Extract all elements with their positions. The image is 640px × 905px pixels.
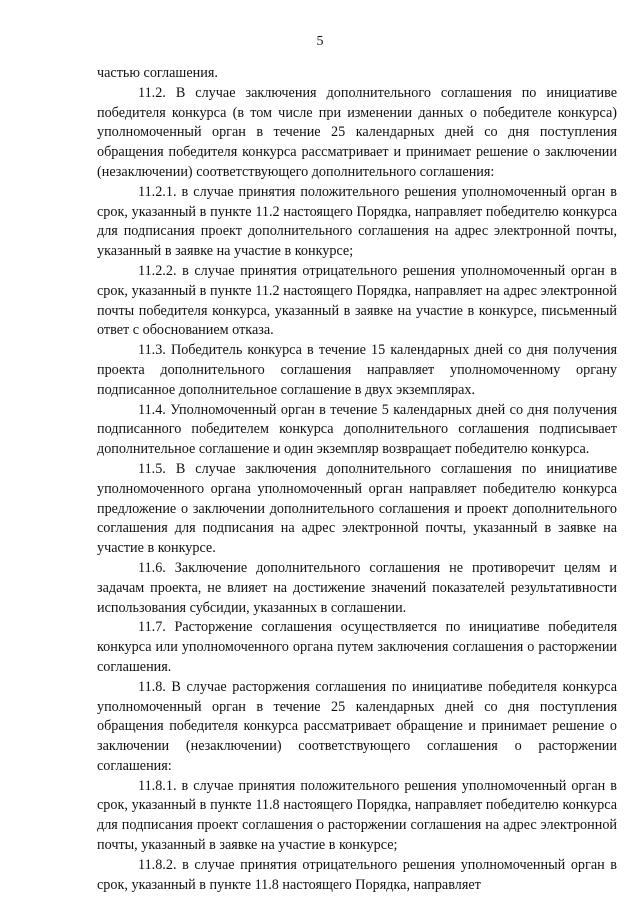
paragraph-11-8-1: 11.8.1. в случае принятия положительного решения уполномоченный орган в срок, указанный в пункте 11.8 настоящего Порядка, направляет победителю конкурса для подписания проект соглашения о расторжении соглашения на адрес электронной почты, указанный в заявке на участие в конкурсе; [97,777,617,854]
paragraph-11-8: 11.8. В случае расторжения соглашения по инициативе победителя конкурса уполномоченный орган в течение 25 календарных дней со дня поступления обращения победителя конкурса рассматривает обращение и принимает решение о заключении (незаключении) соответствующего соглашения о расторжении соглашения: [97,678,617,774]
paragraph-11-6: 11.6. Заключение дополнительного соглашения не противоречит целям и задачам проекта, не влияет на достижение значений показателей результативности использования субсидии, указанных в соглашении. [97,559,617,616]
paragraph-11-7: 11.7. Расторжение соглашения осуществляется по инициативе победителя конкурса или уполномоченного органа путем заключения соглашения о расторжении соглашения. [97,619,617,675]
paragraph-11-2-2: 11.2.2. в случае принятия отрицательного решения уполномоченный орган в срок, указанный в пункте 11.2 настоящего Порядка, направляет на адрес электронной почты победителя конкурса, указанный в заявке на участие в конкурсе, письменный ответ с обоснованием отказа. [97,262,617,339]
paragraph-11-2: 11.2. В случае заключения дополнительного соглашения по инициативе победителя конкурса (в том числе при изменении данных о победителе конкурса) уполномоченный орган в течение 25 календарных дней со дня поступления обращения победителя конкурса рассматривает и принимает решение о заключении (незаключении) соответствующего дополнительного соглашения: [97,84,617,180]
paragraph-11-5: 11.5. В случае заключения дополнительного соглашения по инициативе уполномоченного органа уполномоченный орган направляет победителю конкурса предложение о заключении дополнительного соглашения и проект дополнительного соглашения для подписания на адрес электронной почты, указанный в заявке на участие в конкурсе. [97,460,617,557]
paragraph-11-3: 11.3. Победитель конкурса в течение 15 календарных дней со дня получения проекта дополнительного соглашения направляет уполномоченному органу подписанное дополнительное соглашение в двух экземплярах. [97,342,617,398]
page-number: 5 [316,34,324,49]
paragraph-11-4: 11.4. Уполномоченный орган в течение 5 календарных дней со дня получения подписанного победителем конкурса дополнительного соглашения подписывает дополнительное соглашение и один экземпляр возвращает победителю конкурса. [97,401,617,458]
paragraph-11-8-2: 11.8.2. в случае принятия отрицательного решения уполномоченный орган в срок, указанный в пункте 11.8 настоящего Порядка, направляет [97,856,617,893]
paragraph-continuation: частью соглашения. [97,65,218,81]
paragraph-11-2-1: 11.2.1. в случае принятия положительного решения уполномоченный орган в срок, указанный в пункте 11.2 настоящего Порядка, направляет победителю конкурса для подписания проект дополнительного соглашения на адрес электронной почты, указанный в заявке на участие в конкурсе; [97,183,617,260]
document-body [97,64,617,895]
